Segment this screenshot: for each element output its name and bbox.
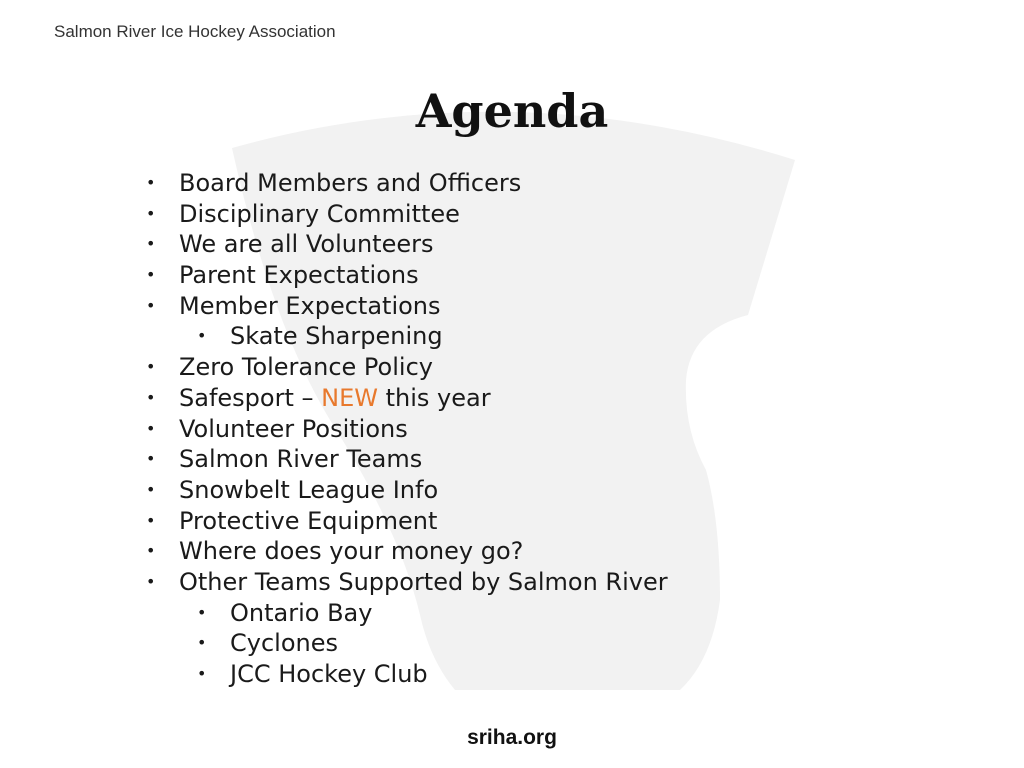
bullet-icon: • bbox=[197, 326, 207, 346]
bullet-icon: • bbox=[146, 387, 156, 407]
slide-title: Agenda bbox=[415, 84, 609, 138]
agenda-item: • Volunteer Positions bbox=[146, 414, 408, 443]
agenda-subitem: • Skate Sharpening bbox=[197, 322, 443, 351]
agenda-item: • We are all Volunteers bbox=[146, 230, 434, 259]
bullet-icon: • bbox=[146, 357, 156, 377]
agenda-list bbox=[140, 168, 668, 690]
organization-name: Salmon River Ice Hockey Association bbox=[54, 22, 336, 41]
bullet-icon: • bbox=[197, 633, 207, 653]
agenda-item: • Other Teams Supported by Salmon River bbox=[146, 567, 668, 596]
agenda-item: • Protective Equipment bbox=[146, 506, 438, 535]
agenda-item: • Parent Expectations bbox=[146, 261, 419, 290]
agenda-item: • Disciplinary Committee bbox=[146, 199, 460, 228]
bullet-icon: • bbox=[146, 295, 156, 315]
bullet-icon: • bbox=[197, 664, 207, 683]
agenda-subitem: • Ontario Bay bbox=[197, 598, 373, 627]
bullet-icon: • bbox=[146, 479, 156, 499]
agenda-subitem: • Cyclones bbox=[197, 629, 338, 658]
website-link[interactable]: sriha.org bbox=[467, 726, 557, 749]
bullet-icon: • bbox=[146, 541, 156, 561]
agenda-item: • Zero Tolerance Policy bbox=[146, 353, 433, 382]
bullet-icon: • bbox=[146, 234, 156, 254]
bullet-icon: • bbox=[146, 265, 156, 285]
agenda-item: • Where does your money go? bbox=[146, 537, 524, 566]
bullet-icon: • bbox=[146, 173, 156, 192]
bullet-icon: • bbox=[146, 510, 156, 530]
new-highlight: NEW bbox=[321, 383, 378, 412]
agenda-subitem: • JCC Hockey Club bbox=[197, 660, 428, 688]
bullet-icon: • bbox=[146, 571, 156, 591]
bullet-icon: • bbox=[197, 602, 207, 622]
agenda-item: • Salmon River Teams bbox=[146, 445, 423, 474]
bullet-icon: • bbox=[146, 449, 156, 469]
agenda-item: • Snowbelt League Info bbox=[146, 475, 439, 504]
agenda-item: • Safesport – NEW this year bbox=[146, 383, 491, 412]
agenda-item: • Member Expectations bbox=[146, 291, 441, 320]
bullet-icon: • bbox=[146, 203, 156, 223]
bullet-icon: • bbox=[146, 418, 156, 438]
agenda-item: • Board Members and Officers bbox=[146, 169, 522, 197]
